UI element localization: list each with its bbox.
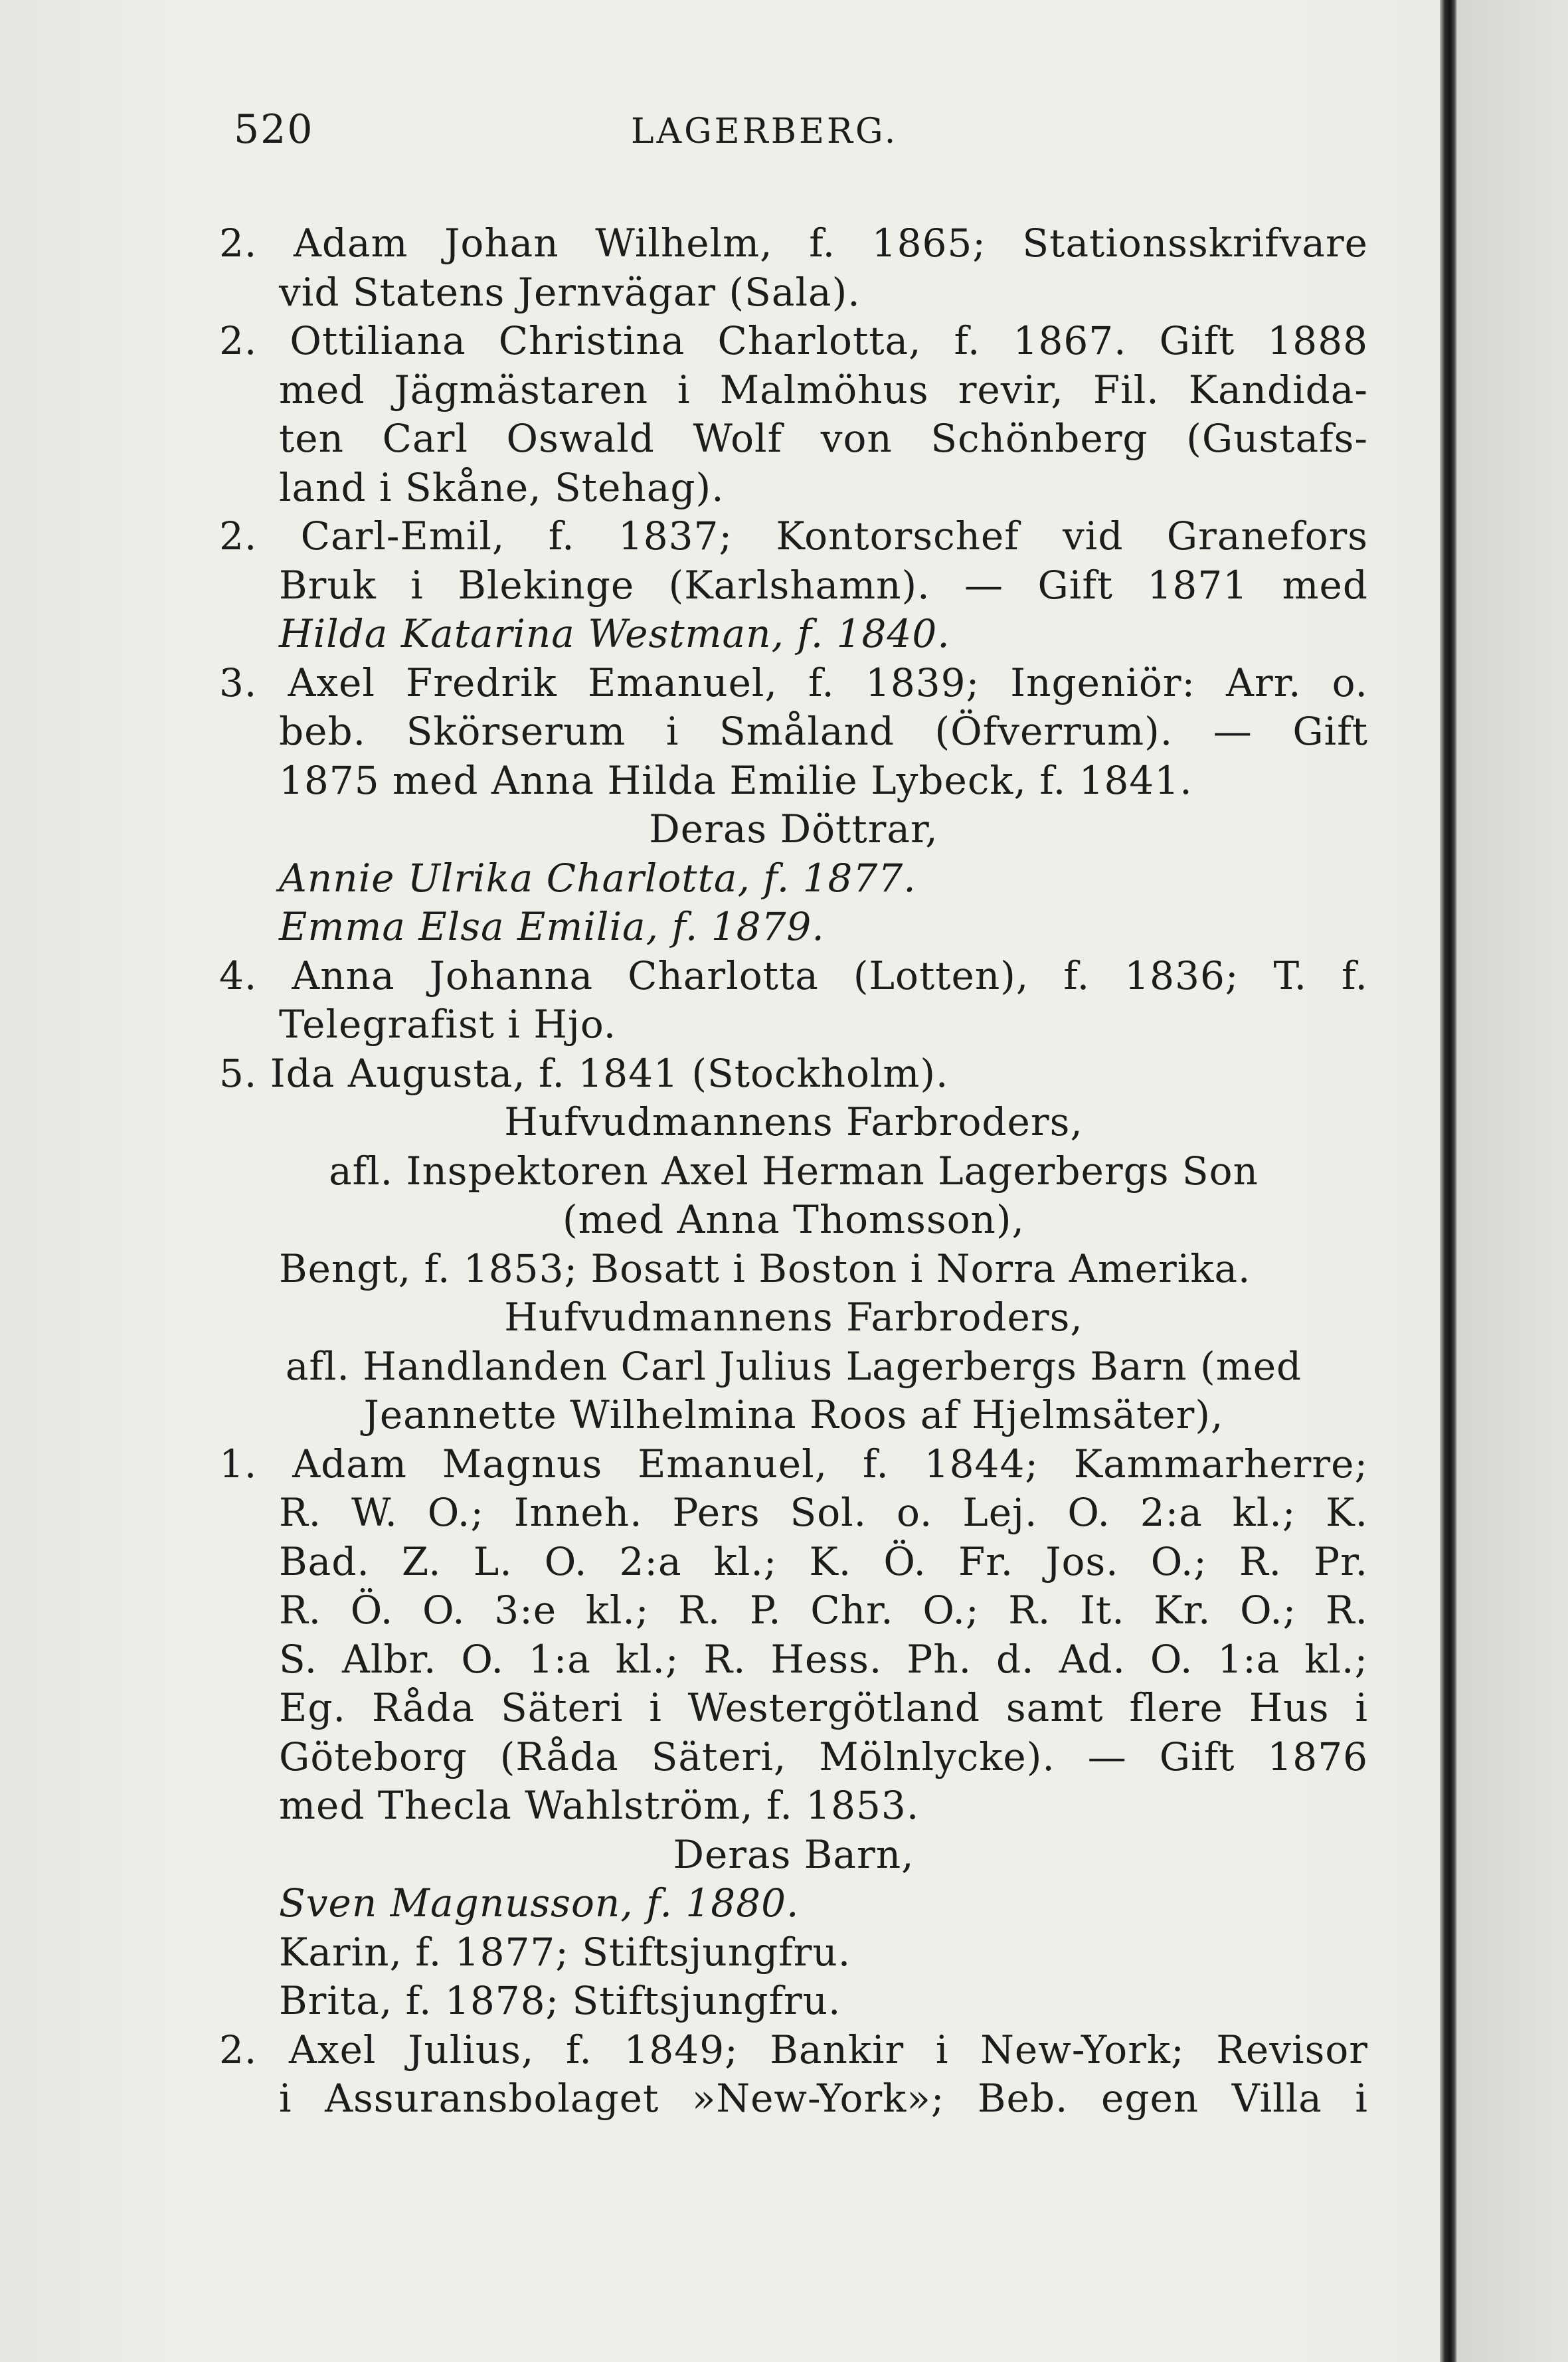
text-line: med Thecla Wahlström, f. 1853. bbox=[279, 1783, 920, 1828]
text-line: Emma Elsa Emilia, f. 1879. bbox=[279, 904, 825, 949]
section-heading: Hufvudmannens Farbroders, bbox=[504, 1099, 1083, 1144]
text-line: Göteborg (Råda Säteri, Mölnlycke). — Gift 1876 bbox=[279, 1734, 1368, 1779]
text-line: 2. Carl-Emil, f. 1837; Kontorschef vid Granefors bbox=[219, 513, 1368, 559]
text-line: 2. Ottiliana Christina Charlotta, f. 1867. Gift 1888 bbox=[219, 318, 1368, 363]
page-number: 520 bbox=[234, 106, 314, 153]
section-heading: afl. Handlanden Carl Julius Lagerbergs Barn (med bbox=[285, 1343, 1302, 1389]
text-line: med Jägmästaren i Malmöhus revir, Fil. Kandida- bbox=[279, 367, 1368, 412]
text-line: R. W. O.; Inneh. Pers Sol. o. Lej. O. 2:a kl.; K. bbox=[279, 1490, 1368, 1535]
text-line: 5. Ida Augusta, f. 1841 (Stockholm). bbox=[219, 1050, 949, 1096]
text-line: Brita, f. 1878; Stiftsjungfru. bbox=[279, 1978, 841, 2023]
text-line: 1875 med Anna Hilda Emilie Lybeck, f. 1841. bbox=[279, 757, 1193, 803]
text-line: Bad. Z. L. O. 2:a kl.; K. Ö. Fr. Jos. O.; R. Pr. bbox=[279, 1538, 1368, 1584]
section-heading: Deras Barn, bbox=[673, 1831, 915, 1877]
text-line: 4. Anna Johanna Charlotta (Lotten), f. 1836; T. f. bbox=[219, 953, 1368, 998]
section-heading: Deras Döttrar, bbox=[649, 806, 938, 852]
text-line: Telegrafist i Hjo. bbox=[279, 1002, 617, 1047]
book-spine-shadow bbox=[1440, 0, 1457, 2362]
text-line: 1. Adam Magnus Emanuel, f. 1844; Kammarherre; bbox=[219, 1441, 1368, 1487]
text-line: ten Carl Oswald Wolf von Schönberg (Gustafs- bbox=[279, 416, 1368, 461]
text-line: Sven Magnusson, f. 1880. bbox=[279, 1880, 800, 1926]
text-line: S. Albr. O. 1:a kl.; R. Hess. Ph. d. Ad. O. 1:a kl.; bbox=[279, 1636, 1368, 1682]
text-line: R. Ö. O. 3:e kl.; R. P. Chr. O.; R. It. Kr. O.; R. bbox=[279, 1588, 1368, 1633]
section-heading: afl. Inspektoren Axel Herman Lagerbergs Son bbox=[329, 1148, 1259, 1194]
page-header bbox=[0, 106, 1568, 166]
text-line: beb. Skörserum i Småland (Öfverrum). — Gift bbox=[279, 709, 1368, 754]
text-line: Eg. Råda Säteri i Westergötland samt flere Hus i bbox=[279, 1685, 1368, 1730]
facing-page-edge bbox=[1457, 0, 1568, 2362]
genealogy-text bbox=[219, 219, 1368, 2124]
text-line: i Assuransbolaget »New-York»; Beb. egen Villa i bbox=[279, 2076, 1368, 2121]
section-heading: Hufvudmannens Farbroders, bbox=[504, 1295, 1083, 1340]
text-line: Annie Ulrika Charlotta, f. 1877. bbox=[279, 855, 916, 901]
text-line: 3. Axel Fredrik Emanuel, f. 1839; Ingeniör: Arr. o. bbox=[219, 660, 1368, 705]
text-line: Bengt, f. 1853; Bosatt i Boston i Norra Amerika. bbox=[279, 1245, 1251, 1291]
text-line: Hilda Katarina Westman, f. 1840. bbox=[279, 611, 950, 656]
section-heading: Jeannette Wilhelmina Roos af Hjelmsäter), bbox=[363, 1392, 1224, 1437]
text-line: Bruk i Blekinge (Karlshamn). — Gift 1871 med bbox=[279, 562, 1368, 608]
running-title: LAGERBERG. bbox=[631, 112, 899, 151]
text-line: vid Statens Jernvägar (Sala). bbox=[279, 269, 861, 315]
text-line: Karin, f. 1877; Stiftsjungfru. bbox=[279, 1929, 851, 1975]
section-heading: (med Anna Thomsson), bbox=[563, 1197, 1025, 1242]
text-line: 2. Adam Johan Wilhelm, f. 1865; Stationsskrifvare bbox=[219, 221, 1368, 266]
text-line: land i Skåne, Stehag). bbox=[279, 464, 725, 510]
text-line: 2. Axel Julius, f. 1849; Bankir i New-York; Revisor bbox=[219, 2027, 1368, 2072]
